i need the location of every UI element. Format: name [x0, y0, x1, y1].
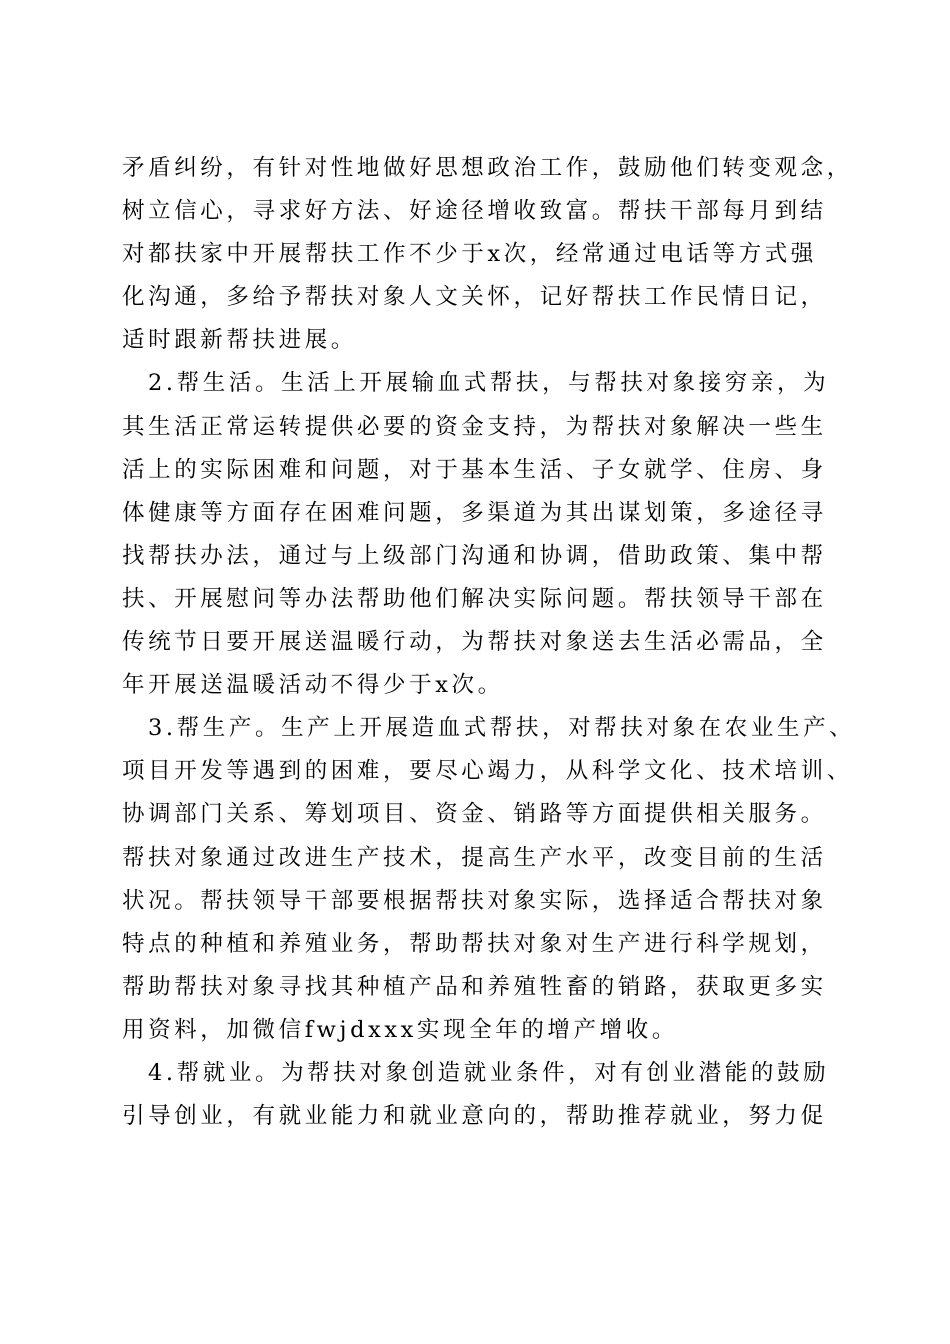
text-line: 活上的实际困难和问题，对于基本生活、子女就学、住房、身	[122, 456, 827, 483]
text-line: 状况。帮扶领导干部要根据帮扶对象实际，选择适合帮扶对象	[122, 887, 827, 914]
text-line: 树立信心，寻求好方法、好途径增收致富。帮扶干部每月到结	[122, 198, 827, 225]
text-line: 适时跟新帮扶进展。	[122, 327, 357, 354]
text-line: 其生活正常运转提供必要的资金支持，为帮扶对象解决一些生	[122, 413, 827, 440]
document-page	[122, 147, 862, 1138]
text-line: 年开展送温暖活动不得少于x次。	[122, 672, 504, 699]
text-line: 引导创业，有就业能力和就业意向的，帮助推荐就业，努力促	[122, 1103, 827, 1130]
text-line: 项目开发等遇到的困难，要尽心竭力，从科学文化、技术培训、	[122, 758, 853, 785]
text-line: 2.帮生活。生活上开展输血式帮扶，与帮扶对象接穷亲，为	[148, 370, 830, 397]
paragraph	[122, 147, 862, 362]
text-line: 特点的种植和养殖业务，帮助帮扶对象对生产进行科学规划，	[122, 930, 827, 957]
text-line: 找帮扶办法，通过与上级部门沟通和协调，借助政策、集中帮	[122, 542, 827, 569]
text-line: 矛盾纠纷，有针对性地做好思想政治工作，鼓励他们转变观念，	[122, 155, 853, 181]
text-line: 用资料，加微信fwjdxxx实现全年的增产增收。	[122, 1016, 678, 1043]
paragraph	[122, 707, 862, 1052]
text-line: 扶、开展慰问等办法帮助他们解决实际问题。帮扶领导干部在	[122, 585, 827, 612]
text-line: 协调部门关系、筹划项目、资金、销路等方面提供相关服务。	[122, 801, 827, 828]
text-line: 体健康等方面存在困难问题，多渠道为其出谋划策，多途径寻	[122, 499, 827, 526]
paragraph	[122, 362, 862, 707]
text-line: 4.帮就业。为帮扶对象创造就业条件，对有创业潜能的鼓励	[148, 1059, 830, 1086]
text-line: 3.帮生产。生产上开展造血式帮扶，对帮扶对象在农业生产、	[148, 715, 856, 742]
text-line: 化沟通，多给予帮扶对象人文关怀，记好帮扶工作民情日记，	[122, 284, 827, 311]
text-line: 帮扶对象通过改进生产技术，提高生产水平，改变目前的生活	[122, 844, 827, 871]
text-line: 传统节日要开展送温暖行动，为帮扶对象送去生活必需品，全	[122, 629, 827, 656]
text-line: 对都扶家中开展帮扶工作不少于x次，经常通过电话等方式强	[122, 241, 817, 268]
text-line: 帮助帮扶对象寻找其种植产品和养殖牲畜的销路，获取更多实	[122, 973, 827, 1000]
paragraph	[122, 1052, 862, 1138]
